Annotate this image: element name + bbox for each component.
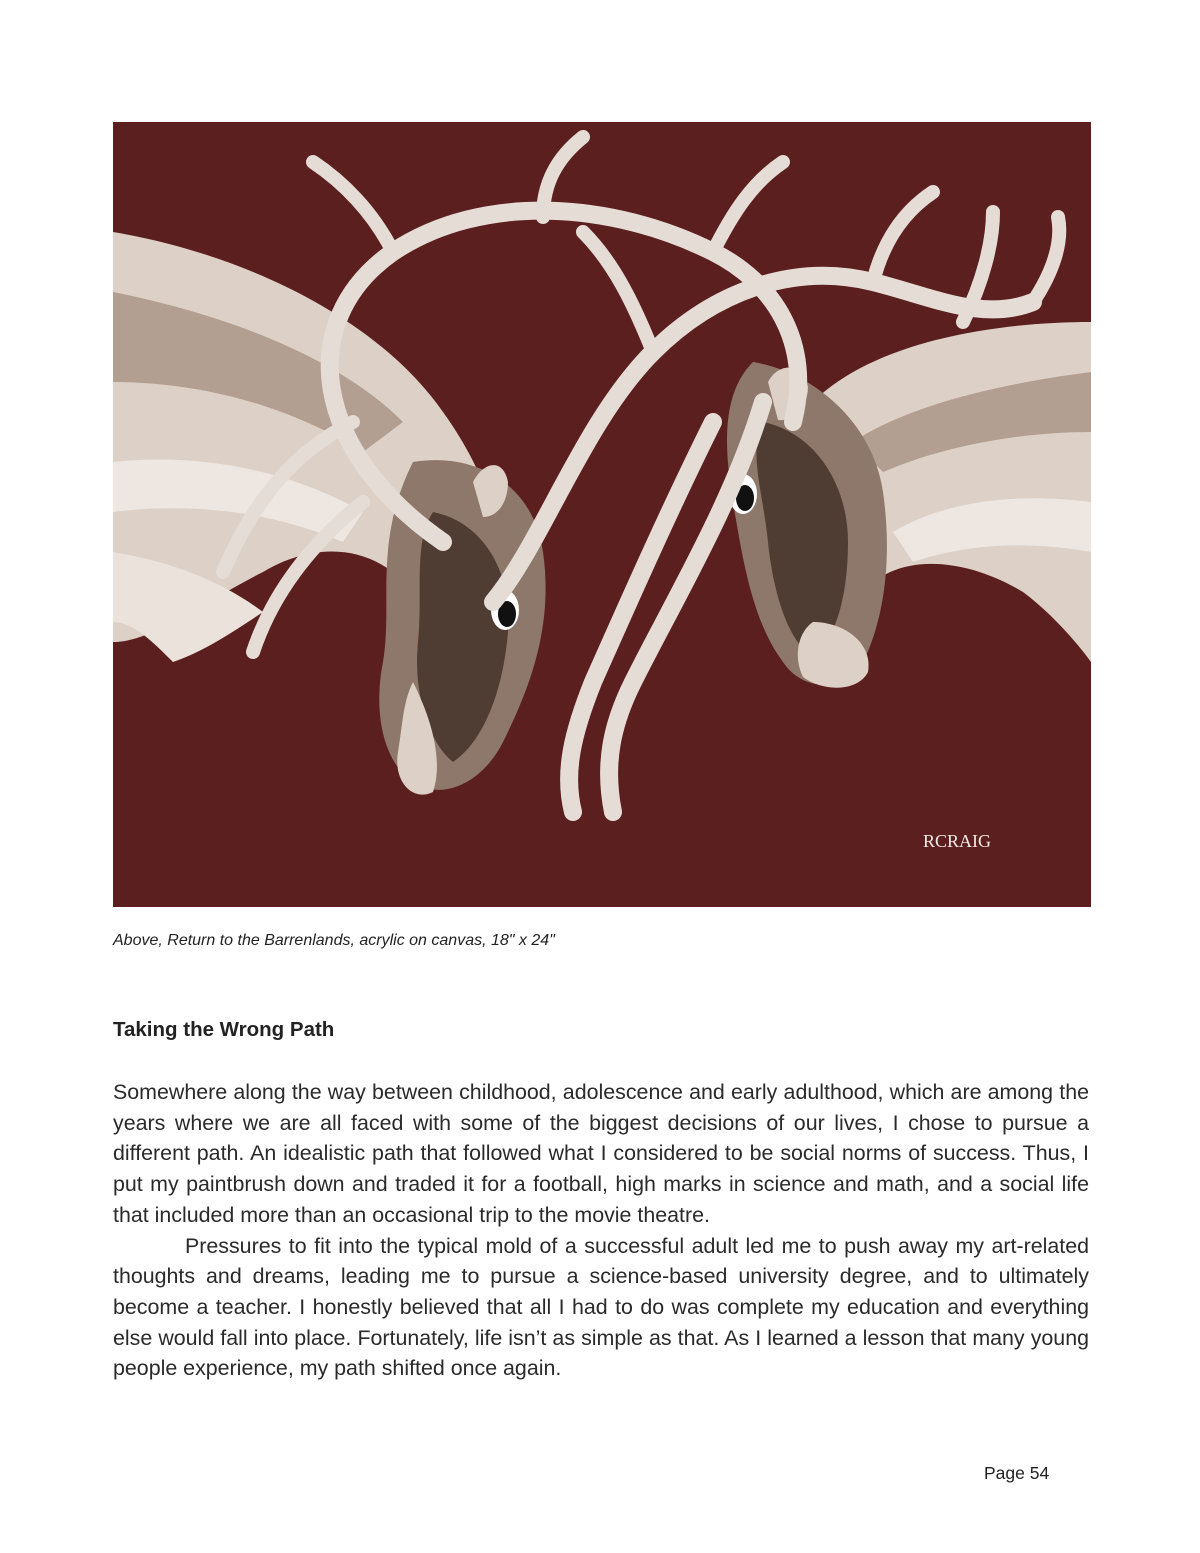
caribou-painting	[113, 122, 1091, 907]
paragraph: Somewhere along the way between childhood, adolescence and early adulthood, which are among the years where we are all faced with some of the biggest decisions of our lives, I chose to pursue a different path. An idealistic path that followed what I considered to be social norms of success. Thus, I put my paintbrush down and traded it for a football, high marks in science and math, and a social life that included more than an occasional trip to the movie theatre.	[113, 1080, 1089, 1227]
section-heading: Taking the Wrong Path	[113, 1018, 335, 1041]
paragraph: Pressures to fit into the typical mold of a successful adult led me to push away my art-related thoughts and dreams, leading me to pursue a science-based university degree, and to ultimately become a teacher. I honestly believed that all I had to do was complete my education and everything else would fall into place. Fortunately, life isn’t as simple as that. As I learned a lesson that many young people experience, my path shifted once again.	[113, 1233, 1089, 1381]
page-number: Page 54	[984, 1463, 1050, 1483]
body-text	[113, 1077, 1089, 1384]
figure-caption: Above, Return to the Barrenlands, acrylic on canvas, 18" x 24"	[113, 932, 555, 949]
painting-image	[113, 122, 1091, 907]
artist-signature: RCRAIG	[923, 831, 992, 851]
